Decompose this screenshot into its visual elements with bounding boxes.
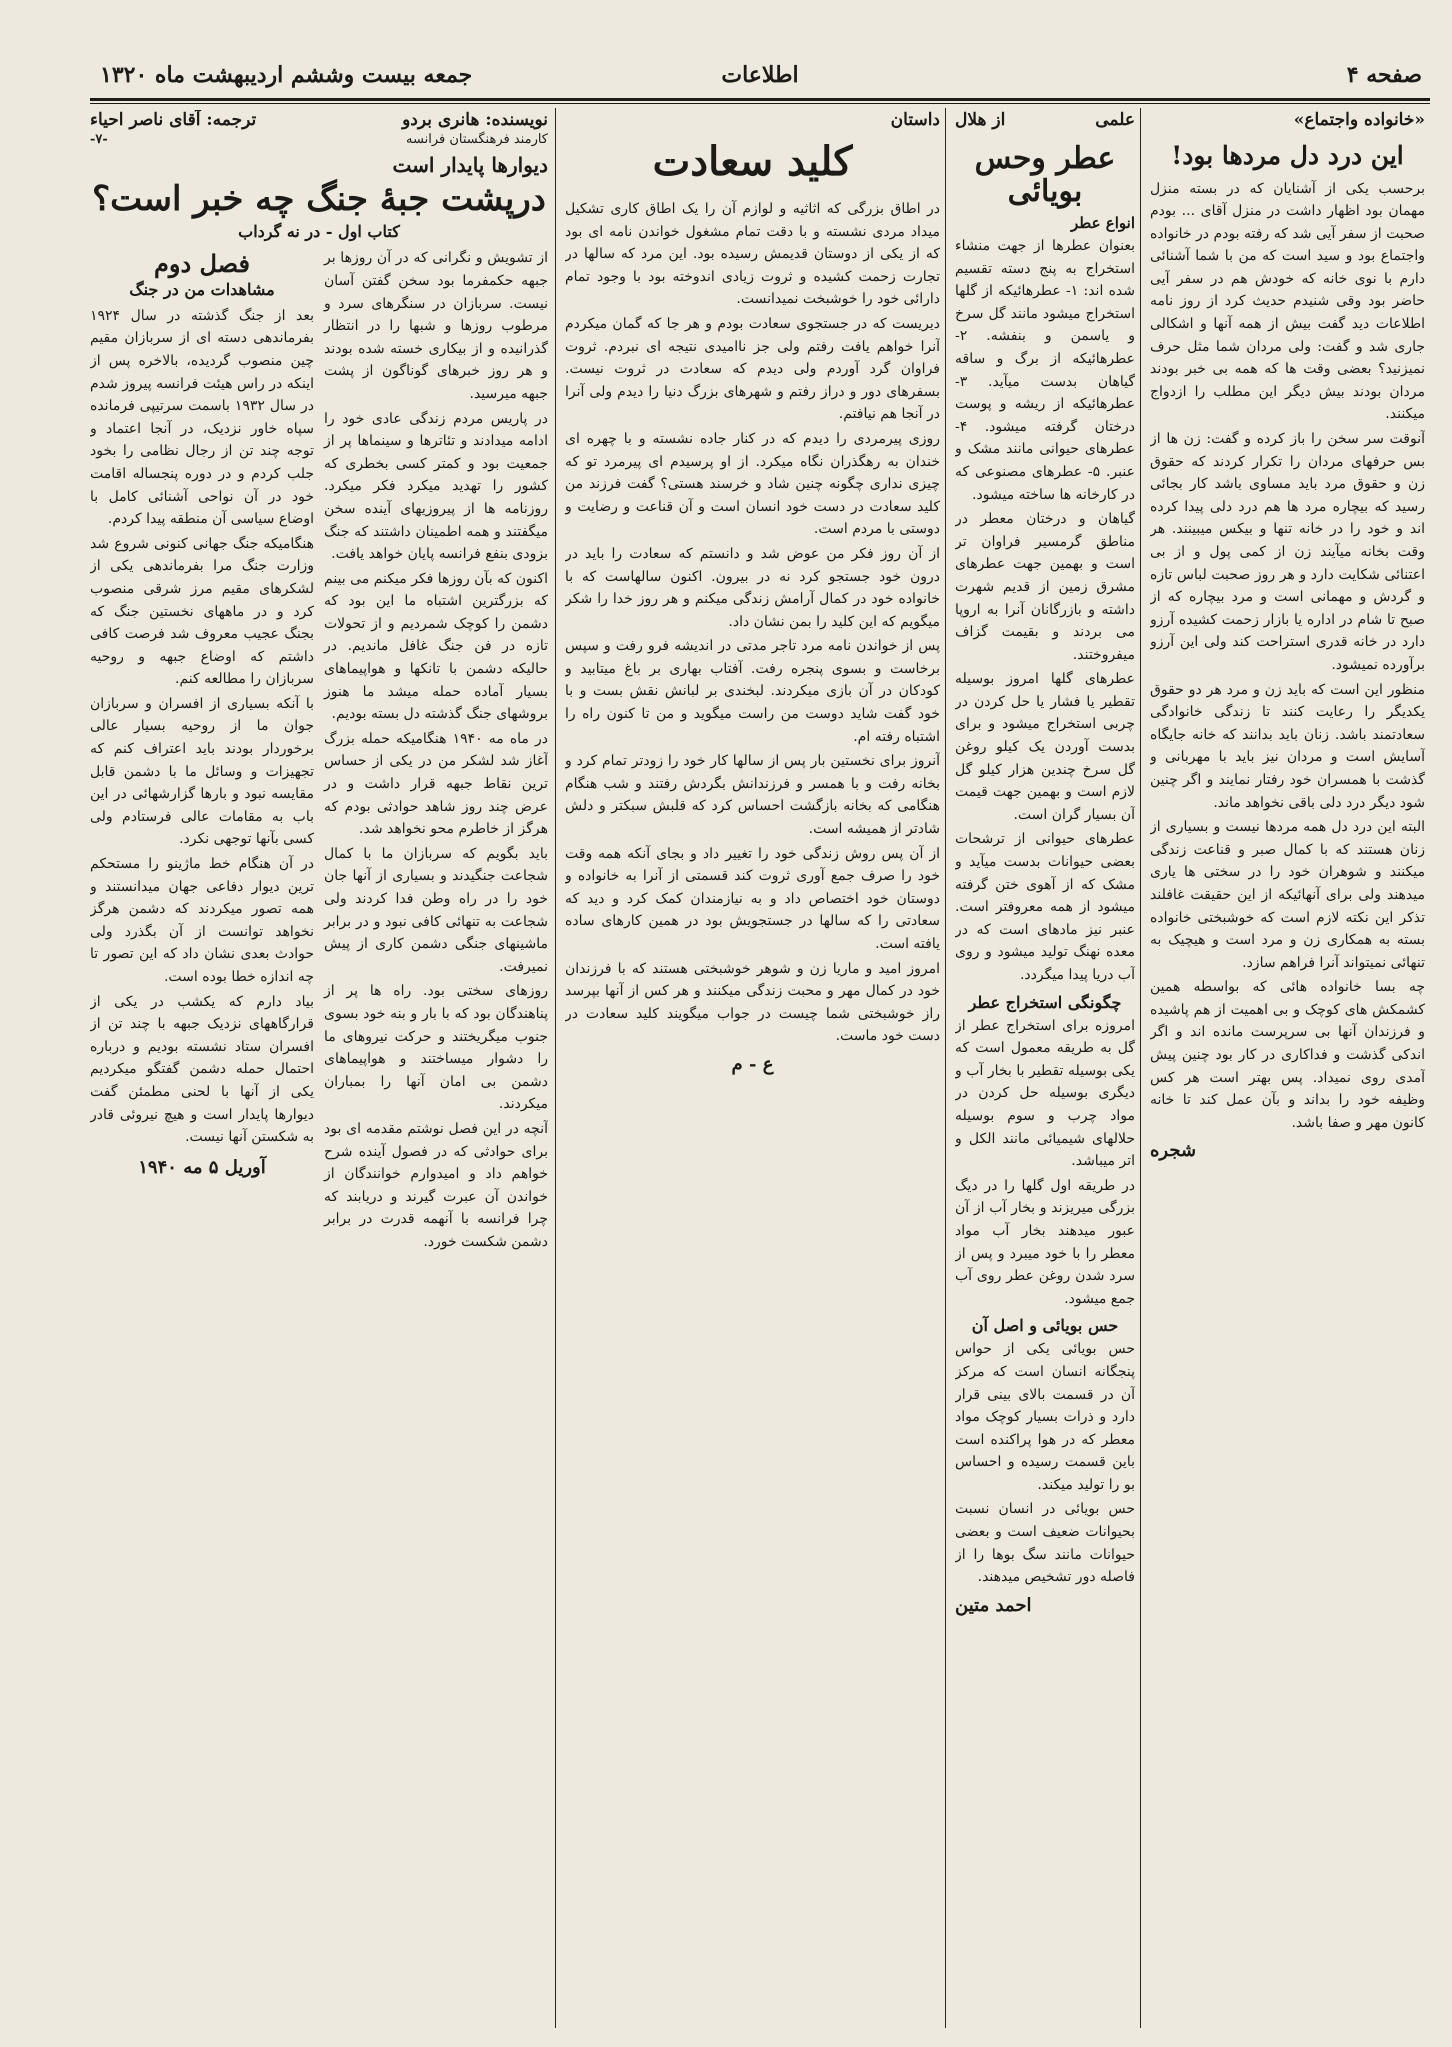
subheading: انواع عطر xyxy=(1071,214,1135,232)
paragraph: چه بسا خانواده هائی که بواسطه همین کشمکش های کوچک و بی اهمیت از هم پاشیده و فرزندان آنها بی سرپرست مانده اند و اگر اندکی گذشت و فداکاری در کار بود چنین پیش آمدی روی نمیداد. پس بهتر است هر کس وظیفه خود را بداند و بآن عمل کند تا خانه کانون مهر و صفا باشد. xyxy=(1150,979,1425,1131)
paragraph: عطرهای گلها امروز بوسیله تقطیر یا فشار یا حل کردن در چربی استخراج میشود و برای بدست آوردن یک کیلو روغن گل سرخ چندین هزار کیلو گل لازم است و بهمین جهت قیمت آن بسیار گران است. xyxy=(955,671,1135,823)
serial-credits xyxy=(90,110,548,130)
section-header xyxy=(955,110,1135,130)
paragraph: با آنکه بسیاری از افسران و سربازان جوان ما از روحیه بسیار عالی برخوردار بودند باید اعتراف کنم که تجهیزات و وسائل ما با دشمن قابل مقایسه نبود و بارها گزارشهائی در این باب به مقامات عالی فرستادم ولی کسی بآنها توجهی نکرد. xyxy=(90,695,314,848)
article-body xyxy=(90,305,314,1149)
article-title: کلید سعادت xyxy=(652,138,853,185)
paragraph: آنوقت سر سخن را باز کرده و گفت: زن ها از بس حرفهای مردان را تکرار کردند که حقوق زن و حقوق مرد باید مساوی باشد کار بجائی رسید که بیچاره مرد ها هم درد دلی پیدا کرده اند و خود را در خانه تنها و بیکس میبینند. هر وقت بخانه میآیند زن از کمی پول و از بی اعتنائی شکایت دارد و هر روز صحبت لباس تازه و گردش و مهمانی است و مرد بیچاره که از صبح تا شام در اداره یا بازار زحمت کشیده آرزو دارد در خانه قدری استراحت کند ولی این آرزو برآورده نمیشود. xyxy=(1150,431,1425,673)
section-label: علمی xyxy=(1095,110,1135,130)
author-affiliation: کارمند فرهنگستان فرانسه xyxy=(406,132,548,147)
chapter-subheading: مشاهدات من در جنگ xyxy=(129,279,275,299)
column-science xyxy=(955,110,1135,2030)
paragraph: البته این درد دل همه مردها نیست و بسیاری از زنان هستند که با کمال صبر و قناعت زندگی میکنند و شوهران خود را در سختی ها یاری میدهند ولی برای آنهائیکه از این حقیقت غافلند تذکر این نکته لازم است که خوشبختی خانواده بسته به همکاری زن و مرد است و هیچیک به تنهائی نمیتواند آنرا فراهم سازد. xyxy=(1150,819,1425,971)
article-title: عطر وحس بویائی xyxy=(974,141,1116,209)
paragraph: در اطاق بزرگی که اثاثیه و لوازم آن را یک اطاق کاری تشکیل میداد مردی نشسته و با دقت تمام مشغول خواندن نامه ای بود که از یکی از دوستان قدیمش رسیده بود. این مرد که سالها در تجارت زحمت کشیده و ثروت زیادی اندوخته بود با وجود تمام دارائی خود را خوشبخت نمیدانست. xyxy=(565,201,940,308)
paragraph: از آن پس روش زندگی خود را تغییر داد و بجای آنکه همه وقت خود را صرف جمع آوری ثروت کند قسمتی از آنرا به خانواده و دوستان خود اختصاص داد و به نیازمندان کمک کرد و دید که سعادتی را که سالها در جستجویش بود در همین کارهای ساده یافته است. xyxy=(565,845,940,952)
paragraph: امروزه برای استخراج عطر از گل به طریقه معمول است که یکی بوسیله تقطیر با بخار آب و دیگری بوسیله حل کردن در مواد چرب و سوم بوسیله حلالهای شیمیائی مانند الکل و اتر میباشد. xyxy=(955,1017,1135,1170)
author-signature: ع - م xyxy=(731,1053,774,1075)
translator-credit: ترجمه: آقای ناصر احیاء xyxy=(90,110,257,130)
installment-number: -۷- xyxy=(90,132,108,147)
author-signature: شجره xyxy=(1150,1140,1197,1162)
column-serial xyxy=(90,110,548,2030)
paragraph: در آن هنگام خط ماژینو را مستحکم ترین دیوار دفاعی جهان میدانستند و همه تصور میکردند که دشمن هرگز نخواهد توانست از آن بگذرد ولی حوادث بعدی نشان داد که این تصور تا چه اندازه خطا بوده است. xyxy=(90,856,314,985)
article-title: این درد دل مردها بود! xyxy=(1171,141,1404,170)
section-label: داستان xyxy=(890,110,940,130)
book-part: کتاب اول - در نه گرداب xyxy=(238,222,400,242)
kicker: دیوارها پایدار است xyxy=(392,153,548,177)
paragraph: دیریست که در جستجوی سعادت بودم و هر جا که گمان میکردم آنرا خواهم یافت رفتم ولی جز ناامیدی نتیجه ای نبردم. ثروت فراوان گرد آوردم ولی دیدم که سعادت در ثروت نیست. بسفرهای دور و دراز رفتم و شهرهای بزرگ دنیا را دیدم ولی آنرا در آنجا هم نیافتم. xyxy=(565,315,940,423)
paragraph: بیاد دارم که یکشب در یکی از قرارگاههای نزدیک جبهه با چند تن از افسران ستاد نشسته بودیم و درباره احتمال حمله دشمن گفتگو میکردیم یکی از آنها با لحنی مطمئن گفت دیوارها پایدار است و هیچ نیروئی قادر به شکستن آنها نیست. xyxy=(90,993,314,1146)
article-body xyxy=(955,1015,1135,1311)
paragraph: حس بویائی یکی از حواس پنجگانه انسان است که مرکز آن در قسمت بالای بینی قرار دارد و ذرات بسیار کوچک مواد معطر که در هوا پراکنده است باین قسمت رسیده و احساس بو را تولید میکند. xyxy=(955,1341,1135,1493)
paragraph: امروز امید و ماریا زن و شوهر خوشبختی هستند که با فرزندان خود در کمال مهر و محبت زندگی میکنند و هر کس از آنها بپرسد راز خوشبختی شما چیست در جواب میگویند کلید سعادت در دست خود ماست. xyxy=(565,960,940,1045)
column-divider xyxy=(1140,108,1141,2028)
column-divider xyxy=(555,108,556,2028)
page-number: صفحه ۴ xyxy=(1346,62,1422,88)
paragraph: آنچه در این فصل نوشتم مقدمه ای بود برای حوادثی که در فصول آینده شرح خواهم داد و امیدوارم خوانندگان از خواندن آن عبرت گیرند و دریابند که چرا فرانسه با آنهمه قدرت در برابر دشمن شکست خورد. xyxy=(324,1120,548,1250)
paragraph: روزی پیرمردی را دیدم که در کنار جاده نشسته و با چهره ای خندان به رهگذران نگاه میکرد. از او پرسیدم ای پیرمرد تو که چیزی نداری چگونه چنین شاد و خرسند هستی؟ گفت فرزند من کلید سعادت در دست خود انسان است و آن قناعت و رضایت و دوستی با مردم است. xyxy=(565,430,940,538)
paragraph: گیاهان و درختان معطر در مناطق گرمسیر فراوان تر است و بهمین جهت عطرهای مشرق زمین از قدیم شهرت داشته و بازرگانان آنرا به اروپا می بردند و بقیمت گزاف میفروختند. xyxy=(955,511,1135,663)
serial-column-left xyxy=(90,247,314,1255)
column-family-society xyxy=(1150,110,1425,2030)
column-story xyxy=(565,110,940,2030)
newspaper-name: اطلاعات xyxy=(721,62,799,88)
paragraph: از تشویش و نگرانی که در آن روزها بر جبهه حکمفرما بود سخن گفتن آسان نیست. سربازان در سنگرهای سرد و مرطوب روزها و شبها را در انتظار گذرانیده و از بیکاری خسته شده بودند و هر روز خبرهای گوناگون از پشت جبهه میرسید. xyxy=(324,250,548,402)
section-label: «خانواده واجتماع» xyxy=(1293,110,1425,130)
article-body xyxy=(955,1338,1135,1589)
article-body xyxy=(955,235,1135,987)
header-rule-thin xyxy=(90,103,1430,104)
serial-meta xyxy=(90,132,548,147)
column-divider xyxy=(945,108,946,2028)
author-credit: نویسنده: هانری بردو xyxy=(402,110,548,130)
author-signature: احمد متین xyxy=(955,1594,1032,1616)
serial-two-columns xyxy=(90,247,548,1255)
paragraph: در پاریس مردم زندگی عادی خود را ادامه میدادند و تئاترها و سینماها پر از جمعیت بود و کمتر کسی بخطری که کشور را تهدید میکرد فکر میکرد. روزنامه ها از پیروزیهای آینده سخن میگفتند و همه اطمینان داشتند که جنگ بزودی بنفع فرانسه پایان خواهد یافت. xyxy=(324,410,548,563)
paragraph: هنگامیکه جنگ جهانی کنونی شروع شد وزارت جنگ مرا بفرماندهی یکی از لشکرهای مقیم مرز شرقی منصوب کرد و در ماههای نخستین جنگ که بجنگ عجیب معروف شد فرصت کافی داشتم که اوضاع جبهه و روحیه سربازان را مطالعه کنم. xyxy=(90,535,314,688)
paragraph: بعنوان عطرها از جهت منشاء استخراج به پنج دسته تقسیم شده اند: ۱- عطرهائیکه از گلها استخراج میشود مانند گل سرخ و یاسمن و بنفشه. ۲- عطرهائیکه از برگ و ساقه گیاهان بدست میآید. ۳- عطرهائیکه از ریشه و پوست درختان گرفته میشود. ۴- عطرهای حیوانی مانند مشک و عنبر. ۵- عطرهای مصنوعی که در کارخانه ها ساخته میشود. xyxy=(955,238,1135,503)
article-title: درپشت جبهٔ جنگ چه خبر است؟ xyxy=(92,179,546,219)
paragraph: در ماه مه ۱۹۴۰ هنگامیکه حمله بزرگ آغاز شد لشکر من در یکی از حساس ترین نقاط جبهه قرار داشت و در عرض چند روز شاهد حوادثی بودم که هرگز از خاطرم محو نخواهد شد. xyxy=(324,730,548,838)
section-source: از هلال xyxy=(955,110,1006,130)
paragraph: آنروز برای نخستین بار پس از سالها کار خود را زودتر تمام کرد و بخانه رفت و با همسر و فرزندانش بگردش رفتند و شب هنگام هنگامی که بخانه بازگشت احساس کرد که قلبش سبکتر و دلش شادتر از همیشه است. xyxy=(565,753,940,838)
paragraph: منظور این است که باید زن و مرد هر دو حقوق یکدیگر را رعایت کنند تا زندگی خانوادگی سعادتمند باشد. زنان باید بدانند که خانه جایگاه آسایش است و مردان نیز باید با مهربانی و گذشت با همسران خود رفتار نمایند و اگر چنین شود دیگر درد دلی باقی نخواهد ماند. xyxy=(1150,681,1425,811)
paragraph: عطرهای حیوانی از ترشحات بعضی حیوانات بدست میآید و مشک که از آهوی ختن گرفته میشود از همه معروفتر است. عنبر نیز مادهای است که در معده نهنگ تولید میشود و روی آب دریا پیدا میگردد. xyxy=(955,831,1135,983)
paragraph: حس بویائی در انسان نسبت بحیوانات ضعیف است و بعضی حیوانات مانند سگ بوها را از فاصله دور تشخیص میدهند. xyxy=(955,1501,1135,1586)
paragraph: از آن روز فکر من عوض شد و دانستم که سعادت را باید در درون خود جستجو کرد نه در بیرون. اکنون سالهاست که با خانواده خود در کمال آرامش زندگی میکنم و هر روز خدا را شکر میگویم که این کلید را بمن نشان داد. xyxy=(565,545,940,630)
article-body xyxy=(324,247,548,1253)
issue-date: جمعه بیست وششم اردیبهشت ماه ۱۳۲۰ xyxy=(100,62,473,88)
paragraph: بعد از جنگ گذشته در سال ۱۹۲۴ بفرماندهی دسته ای از سربازان مقیم چین منصوب گردیده، بالاخره پس از اینکه در راس هیئت فرانسه پیروز شدم در سال ۱۹۳۲ باسمت سرتیپی فرمانده سپاه خاور نزدیک، در آنجا اعتماد و توجه چند تن از رجال نظامی را بخود جلب کردم و در دوره پنجساله اقامت خود در آن نواحی آشنائی کامل با اوضاع سیاسی آن منطقه پیدا کردم. xyxy=(90,307,314,528)
page-header xyxy=(90,62,1430,96)
paragraph: در طریقه اول گلها را در دیگ بزرگی میریزند و بخار آب از آن عبور میدهند بخار آب مواد معطر را با خود میبرد و پس از سرد شدن روغن عطر روی آب جمع میشود. xyxy=(955,1177,1135,1307)
paragraph: پس از خواندن نامه مرد تاجر مدتی در اندیشه فرو رفت و سپس برخاست و بسوی پنجره رفت. آفتاب بهاری بر باغ میتابید و کودکان در آن بازی میکردند. لبخندی بر لبانش نقش بست و با خود گفت شاید دوست من راست میگوید و من تا کنون راه را اشتباه رفته ام. xyxy=(565,638,940,745)
subheading: چگونگی استخراج عطر xyxy=(968,992,1122,1012)
subheading: حس بویائی و اصل آن xyxy=(971,1316,1119,1336)
header-rule xyxy=(90,98,1430,101)
paragraph: باید بگویم که سربازان ما با کمال شجاعت جنگیدند و بسیاری از آنها جان خود را در راه وطن فدا کردند ولی شجاعت به تنهائی کافی نبود و در برابر ماشینهای جنگی دشمن کاری از پیش نمیرفت. xyxy=(324,845,548,975)
paragraph: روزهای سختی بود. راه ها پر از پناهندگان بود که با بار و بنه خود بسوی جنوب میگریختند و حرکت نیروهای ما را دشوار میساختند و هواپیماهای دشمن بی امان آنها را بمباران میکردند. xyxy=(324,983,548,1113)
article-body xyxy=(1150,178,1425,1135)
chapter-heading: فصل دوم xyxy=(154,249,250,279)
paragraph: برحسب یکی از آشنایان که در بسته منزل مهمان بود اظهار داشت در منزل آقای ... بودم صحبت از سفر آیی شد که رفته بودم در خانواده واجتماع بود و سید است که من با شما آشنائی دارم با نوی خانه که خودش هم در سفر آیی حاضر بود وقی شنیدم حدیث کرد از روز نامه اطلاعات دید گفت بیش از همه آنها و اشکالی جاری شد و گفت: ولی مردان شما مثل حرف نمیزنید؟ بعضی وقت ها که همه بی خبر بودند مردان بودند بیش دیگر این مطلب را ازدواج میکنند. xyxy=(1150,180,1425,423)
paragraph: اکنون که بآن روزها فکر میکنم می بینم که بزرگترین اشتباه ما این بود که دشمن را کوچک شمردیم و از تحولات تازه در فن جنگ غافل ماندیم. در حالیکه دشمن با تانکها و هواپیماهای بسیار آماده حمله میشد ما هنوز بروشهای جنگ گذشته دل بسته بودیم. xyxy=(324,570,548,723)
date-heading: آوریل ۵ مه ۱۹۴۰ xyxy=(138,1156,266,1178)
serial-column-right xyxy=(324,247,548,1255)
article-body xyxy=(565,198,940,1048)
